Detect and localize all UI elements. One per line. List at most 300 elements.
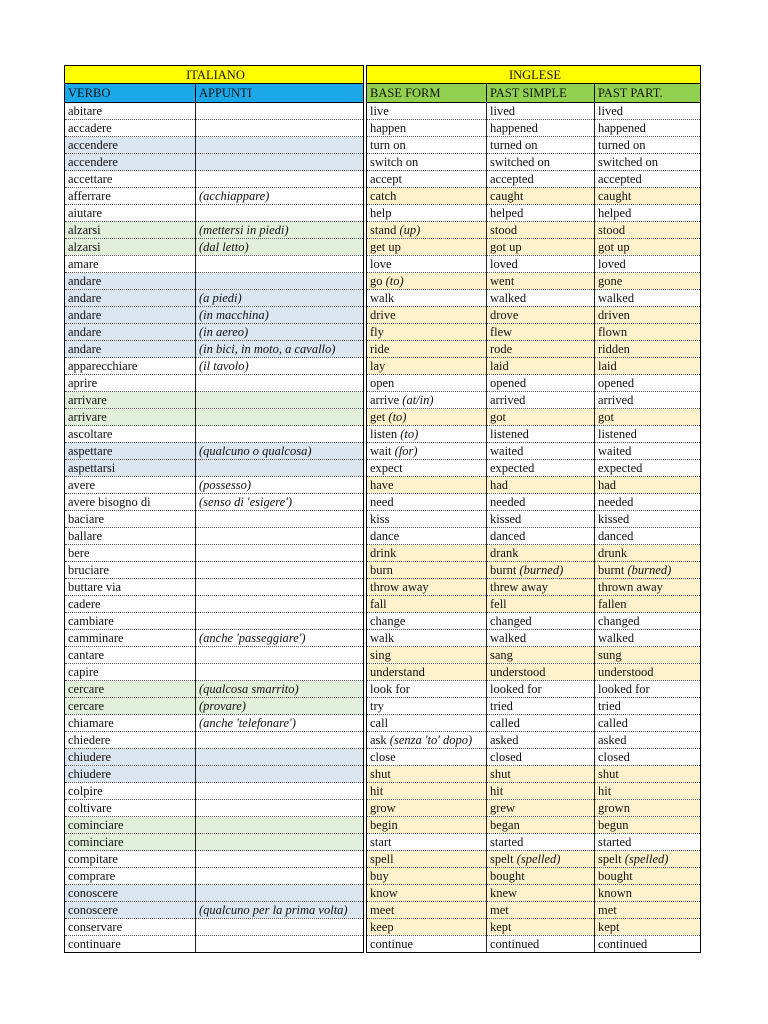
base-form-cell: [367, 477, 487, 494]
table-row: [65, 919, 701, 936]
italiano-header: ITALIANO: [65, 66, 364, 84]
base-form-cell: [367, 936, 487, 953]
appunti-cell: [196, 256, 364, 273]
verbo-text: bere: [68, 546, 90, 560]
verbo-text: andare: [68, 342, 102, 356]
verbo-text: cambiare: [68, 614, 114, 628]
past-part-cell: [595, 579, 701, 596]
base-form-cell-text: walk: [370, 291, 395, 305]
appunti-text: (senso di 'esigere'): [199, 495, 293, 509]
past-simple-cell-text: rode: [490, 342, 513, 356]
base-form-cell-text: switch on: [370, 155, 419, 169]
past-simple-cell: [487, 409, 595, 426]
verbo-cell: [65, 375, 196, 392]
appunti-cell: [196, 511, 364, 528]
table-row: [65, 341, 701, 358]
verbo-text: cadere: [68, 597, 101, 611]
past-simple-cell: [487, 494, 595, 511]
base-form-cell: [367, 358, 487, 375]
past-simple-cell: [487, 783, 595, 800]
base-form-cell-text: lay: [370, 359, 386, 373]
past-part-cell: [595, 443, 701, 460]
past-part-cell-text: lived: [598, 104, 623, 118]
past-simple-cell: [487, 358, 595, 375]
base-form-cell: [367, 732, 487, 749]
appunti-cell: [196, 936, 364, 953]
base-form-cell-text: know: [370, 886, 398, 900]
base-form-cell-text: help: [370, 206, 392, 220]
appunti-cell: [196, 137, 364, 154]
past-simple-cell-note: (spelled): [516, 852, 561, 866]
past-simple-cell: [487, 375, 595, 392]
past-part-cell-text: driven: [598, 308, 630, 322]
verbo-cell: [65, 358, 196, 375]
appunti-text: (possesso): [199, 478, 252, 492]
base-form-cell: [367, 647, 487, 664]
past-part-cell: [595, 324, 701, 341]
past-simple-cell: [487, 715, 595, 732]
table-row: [65, 579, 701, 596]
table-row: [65, 936, 701, 953]
past-simple-cell: [487, 732, 595, 749]
past-part-cell: [595, 817, 701, 834]
appunti-text: (il tavolo): [199, 359, 249, 373]
appunti-text: (anche 'telefonare'): [199, 716, 296, 730]
appunti-cell: [196, 222, 364, 239]
table-row: [65, 460, 701, 477]
base-form-cell-text: sing: [370, 648, 391, 662]
base-form-cell-text: walk: [370, 631, 395, 645]
table-row: [65, 851, 701, 868]
past-part-cell: [595, 239, 701, 256]
appunti-text: (in macchina): [199, 308, 269, 322]
past-simple-cell: [487, 103, 595, 120]
table-row: [65, 681, 701, 698]
past-simple-cell-text: turned on: [490, 138, 538, 152]
appunti-cell: [196, 324, 364, 341]
past-part-cell-text: had: [598, 478, 617, 492]
past-part-cell: [595, 851, 701, 868]
past-part-cell-text: spelt: [598, 852, 622, 866]
base-form-cell: [367, 239, 487, 256]
base-form-cell-text: keep: [370, 920, 394, 934]
appunti-cell: [196, 443, 364, 460]
base-form-cell-text: meet: [370, 903, 395, 917]
verbo-text: continuare: [68, 937, 121, 951]
base-form-cell: [367, 919, 487, 936]
past-part-cell-text: needed: [598, 495, 634, 509]
past-part-cell-text: walked: [598, 631, 635, 645]
past-part-cell: [595, 800, 701, 817]
verbo-cell: [65, 698, 196, 715]
past-simple-cell-text: got: [490, 410, 506, 424]
past-part-cell: [595, 919, 701, 936]
table-row: [65, 834, 701, 851]
appunti-cell: [196, 817, 364, 834]
past-simple-cell: [487, 528, 595, 545]
appunti-text: (qualcosa smarrito): [199, 682, 299, 696]
past-simple-cell: [487, 851, 595, 868]
past-simple-cell-text: bought: [490, 869, 525, 883]
appunti-cell: [196, 494, 364, 511]
base-form-cell-text: stand: [370, 223, 397, 237]
past-simple-cell-text: stood: [490, 223, 518, 237]
past-simple-cell-text: switched on: [490, 155, 551, 169]
past-simple-cell: [487, 562, 595, 579]
appunti-text: (in aereo): [199, 325, 249, 339]
verbo-cell: [65, 477, 196, 494]
past-simple-header: PAST SIMPLE: [487, 84, 595, 103]
appunti-text: (provare): [199, 699, 246, 713]
base-form-cell-text: begin: [370, 818, 398, 832]
appunti-cell: [196, 171, 364, 188]
verbo-text: afferrare: [68, 189, 111, 203]
past-part-cell-text: fallen: [598, 597, 627, 611]
past-part-cell-text: danced: [598, 529, 634, 543]
appunti-cell: [196, 273, 364, 290]
past-simple-cell-text: walked: [490, 631, 527, 645]
verbo-cell: [65, 494, 196, 511]
base-form-cell-text: wait: [370, 444, 392, 458]
verbo-cell: [65, 154, 196, 171]
past-simple-cell-text: lived: [490, 104, 515, 118]
table-row: [65, 307, 701, 324]
base-form-cell-text: get: [370, 410, 386, 424]
table-row: [65, 358, 701, 375]
past-part-cell-text: begun: [598, 818, 629, 832]
base-form-cell: [367, 392, 487, 409]
appunti-text: (anche 'passeggiare'): [199, 631, 306, 645]
past-part-cell-text: sung: [598, 648, 622, 662]
base-form-cell: [367, 834, 487, 851]
table-row: [65, 902, 701, 919]
past-part-cell: [595, 222, 701, 239]
past-simple-cell: [487, 239, 595, 256]
table-row: [65, 375, 701, 392]
base-form-cell: [367, 698, 487, 715]
past-part-cell: [595, 562, 701, 579]
verbo-text: comprare: [68, 869, 116, 883]
past-simple-cell-text: sang: [490, 648, 513, 662]
verbo-cell: [65, 120, 196, 137]
base-form-cell-note: (to): [388, 410, 407, 424]
verbo-text: aprire: [68, 376, 98, 390]
base-form-cell: [367, 902, 487, 919]
past-simple-cell: [487, 800, 595, 817]
appunti-cell: [196, 460, 364, 477]
base-form-cell: [367, 885, 487, 902]
past-simple-cell: [487, 477, 595, 494]
base-form-cell: [367, 630, 487, 647]
table-row: [65, 562, 701, 579]
base-form-cell: [367, 154, 487, 171]
verbo-cell: [65, 409, 196, 426]
verbo-text: accettare: [68, 172, 113, 186]
past-simple-cell-text: got up: [490, 240, 522, 254]
past-simple-cell-text: opened: [490, 376, 527, 390]
past-part-cell-text: understood: [598, 665, 654, 679]
past-part-cell-text: helped: [598, 206, 632, 220]
past-simple-cell: [487, 647, 595, 664]
verbo-cell: [65, 936, 196, 953]
table-row: [65, 477, 701, 494]
past-simple-cell-text: drove: [490, 308, 519, 322]
appunti-cell: [196, 341, 364, 358]
appunti-cell: [196, 375, 364, 392]
base-form-cell-text: burn: [370, 563, 393, 577]
verbo-cell: [65, 324, 196, 341]
table-row: [65, 120, 701, 137]
past-simple-cell: [487, 885, 595, 902]
appunti-cell: [196, 358, 364, 375]
table-row: [65, 205, 701, 222]
past-simple-cell: [487, 817, 595, 834]
past-simple-cell-text: listened: [490, 427, 529, 441]
past-part-cell: [595, 749, 701, 766]
verbo-text: arrivare: [68, 393, 107, 407]
past-simple-cell: [487, 766, 595, 783]
past-part-cell-text: drunk: [598, 546, 628, 560]
verbo-text: buttare via: [68, 580, 122, 594]
past-simple-cell: [487, 443, 595, 460]
past-simple-cell-text: helped: [490, 206, 524, 220]
base-form-cell-text: catch: [370, 189, 397, 203]
past-part-cell: [595, 205, 701, 222]
past-simple-cell: [487, 664, 595, 681]
base-form-cell-text: call: [370, 716, 389, 730]
base-form-cell: [367, 868, 487, 885]
table-row: [65, 766, 701, 783]
verbo-cell: [65, 613, 196, 630]
verbo-text: aspettare: [68, 444, 113, 458]
past-part-cell: [595, 392, 701, 409]
base-form-cell-text: fall: [370, 597, 387, 611]
past-part-cell-text: caught: [598, 189, 632, 203]
past-simple-cell: [487, 749, 595, 766]
verb-table-wrapper: [64, 65, 701, 953]
base-form-cell: [367, 307, 487, 324]
verbo-text: chiudere: [68, 750, 112, 764]
verbo-cell: [65, 664, 196, 681]
appunti-text: (mettersi in piedi): [199, 223, 289, 237]
table-row: [65, 409, 701, 426]
table-row: [65, 630, 701, 647]
base-form-cell-text: look for: [370, 682, 410, 696]
base-form-cell-text: throw away: [370, 580, 429, 594]
appunti-cell: [196, 868, 364, 885]
past-simple-cell: [487, 426, 595, 443]
verbo-text: chiamare: [68, 716, 114, 730]
appunti-text: (in bici, in moto, a cavallo): [199, 342, 336, 356]
table-row: [65, 154, 701, 171]
table-row: [65, 783, 701, 800]
past-part-cell-text: expected: [598, 461, 643, 475]
table-row: [65, 273, 701, 290]
past-part-cell: [595, 494, 701, 511]
appunti-text: (qualcuno o qualcosa): [199, 444, 312, 458]
verbo-text: chiedere: [68, 733, 111, 747]
verbo-cell: [65, 137, 196, 154]
past-part-cell: [595, 902, 701, 919]
past-simple-cell: [487, 936, 595, 953]
past-part-cell: [595, 630, 701, 647]
past-simple-cell: [487, 596, 595, 613]
appunti-cell: [196, 579, 364, 596]
base-form-cell-text: grow: [370, 801, 396, 815]
verbo-text: accadere: [68, 121, 112, 135]
verbo-text: compitare: [68, 852, 118, 866]
past-part-cell: [595, 613, 701, 630]
base-form-cell: [367, 460, 487, 477]
base-form-cell-note: (to): [400, 427, 419, 441]
past-part-cell-text: opened: [598, 376, 635, 390]
verbo-cell: [65, 545, 196, 562]
past-part-cell-text: kissed: [598, 512, 630, 526]
verbo-cell: [65, 460, 196, 477]
past-simple-cell-text: kept: [490, 920, 512, 934]
appunti-cell: [196, 545, 364, 562]
appunti-text: (qualcuno per la prima volta): [199, 903, 348, 917]
verbo-text: alzarsi: [68, 223, 101, 237]
past-part-cell-text: loved: [598, 257, 626, 271]
base-form-cell-text: expect: [370, 461, 403, 475]
appunti-cell: [196, 766, 364, 783]
base-form-cell-text: close: [370, 750, 396, 764]
verbo-cell: [65, 511, 196, 528]
verbo-cell: [65, 885, 196, 902]
table-row: [65, 392, 701, 409]
base-form-cell: [367, 273, 487, 290]
appunti-header: APPUNTI: [196, 84, 364, 103]
past-simple-cell: [487, 919, 595, 936]
base-form-cell-text: kiss: [370, 512, 390, 526]
past-simple-cell: [487, 205, 595, 222]
verbo-cell: [65, 596, 196, 613]
appunti-cell: [196, 239, 364, 256]
past-simple-cell: [487, 460, 595, 477]
past-simple-cell-text: knew: [490, 886, 518, 900]
table-row: [65, 324, 701, 341]
base-form-cell-text: live: [370, 104, 389, 118]
table-row: [65, 239, 701, 256]
past-part-cell: [595, 307, 701, 324]
verbo-cell: [65, 647, 196, 664]
past-part-cell: [595, 137, 701, 154]
base-form-cell-text: open: [370, 376, 395, 390]
past-simple-cell-text: met: [490, 903, 509, 917]
past-part-cell: [595, 409, 701, 426]
past-part-cell: [595, 188, 701, 205]
base-form-header: BASE FORM: [367, 84, 487, 103]
past-part-cell-text: arrived: [598, 393, 634, 407]
base-form-cell: [367, 579, 487, 596]
base-form-cell-text: start: [370, 835, 392, 849]
base-form-cell: [367, 664, 487, 681]
verbo-text: alzarsi: [68, 240, 101, 254]
table-row: [65, 528, 701, 545]
past-part-cell-text: kept: [598, 920, 620, 934]
verbo-cell: [65, 749, 196, 766]
base-form-cell: [367, 103, 487, 120]
verbo-cell: [65, 256, 196, 273]
past-simple-cell-text: accepted: [490, 172, 534, 186]
table-row: [65, 817, 701, 834]
past-simple-cell-text: began: [490, 818, 520, 832]
past-simple-cell-text: danced: [490, 529, 526, 543]
appunti-cell: [196, 307, 364, 324]
table-row: [65, 511, 701, 528]
table-row: [65, 647, 701, 664]
base-form-cell: [367, 256, 487, 273]
past-part-cell-text: listened: [598, 427, 637, 441]
past-simple-cell: [487, 545, 595, 562]
verbo-text: accendere: [68, 138, 118, 152]
base-form-cell: [367, 120, 487, 137]
verbo-text: capire: [68, 665, 99, 679]
table-row: [65, 885, 701, 902]
past-part-cell-text: changed: [598, 614, 640, 628]
table-row: [65, 715, 701, 732]
past-part-cell: [595, 256, 701, 273]
table-row: [65, 545, 701, 562]
base-form-cell-note: (senza 'to' dopo): [389, 733, 473, 747]
verbo-text: apparecchiare: [68, 359, 138, 373]
past-part-cell: [595, 715, 701, 732]
table-row: [65, 732, 701, 749]
verbo-cell: [65, 783, 196, 800]
verbo-text: ascoltare: [68, 427, 113, 441]
past-simple-cell: [487, 698, 595, 715]
past-simple-cell-text: walked: [490, 291, 527, 305]
base-form-cell-text: accept: [370, 172, 402, 186]
verbo-text: coltivare: [68, 801, 112, 815]
past-part-cell: [595, 783, 701, 800]
verb-rows: [65, 103, 701, 953]
past-simple-cell-text: waited: [490, 444, 524, 458]
past-simple-cell-text: hit: [490, 784, 504, 798]
past-part-cell: [595, 545, 701, 562]
past-simple-cell-text: burnt: [490, 563, 517, 577]
appunti-cell: [196, 562, 364, 579]
appunti-cell: [196, 409, 364, 426]
base-form-cell-text: go: [370, 274, 383, 288]
appunti-cell: [196, 681, 364, 698]
past-part-cell: [595, 290, 701, 307]
past-simple-cell-text: spelt: [490, 852, 514, 866]
base-form-cell-text: dance: [370, 529, 400, 543]
past-simple-cell: [487, 341, 595, 358]
past-simple-cell-text: started: [490, 835, 524, 849]
past-simple-cell-text: grew: [490, 801, 515, 815]
appunti-cell: [196, 834, 364, 851]
verbo-cell: [65, 528, 196, 545]
past-part-cell: [595, 341, 701, 358]
appunti-cell: [196, 783, 364, 800]
past-simple-cell-text: had: [490, 478, 509, 492]
verbo-cell: [65, 188, 196, 205]
base-form-cell-text: understand: [370, 665, 425, 679]
past-part-cell-text: stood: [598, 223, 626, 237]
base-form-cell-text: drive: [370, 308, 396, 322]
appunti-cell: [196, 426, 364, 443]
table-row: [65, 868, 701, 885]
verbo-header: VERBO: [65, 84, 196, 103]
past-part-header: PAST PART.: [595, 84, 701, 103]
base-form-cell: [367, 851, 487, 868]
verbo-text: baciare: [68, 512, 105, 526]
verbo-text: abitare: [68, 104, 103, 118]
past-simple-cell-text: continued: [490, 937, 540, 951]
